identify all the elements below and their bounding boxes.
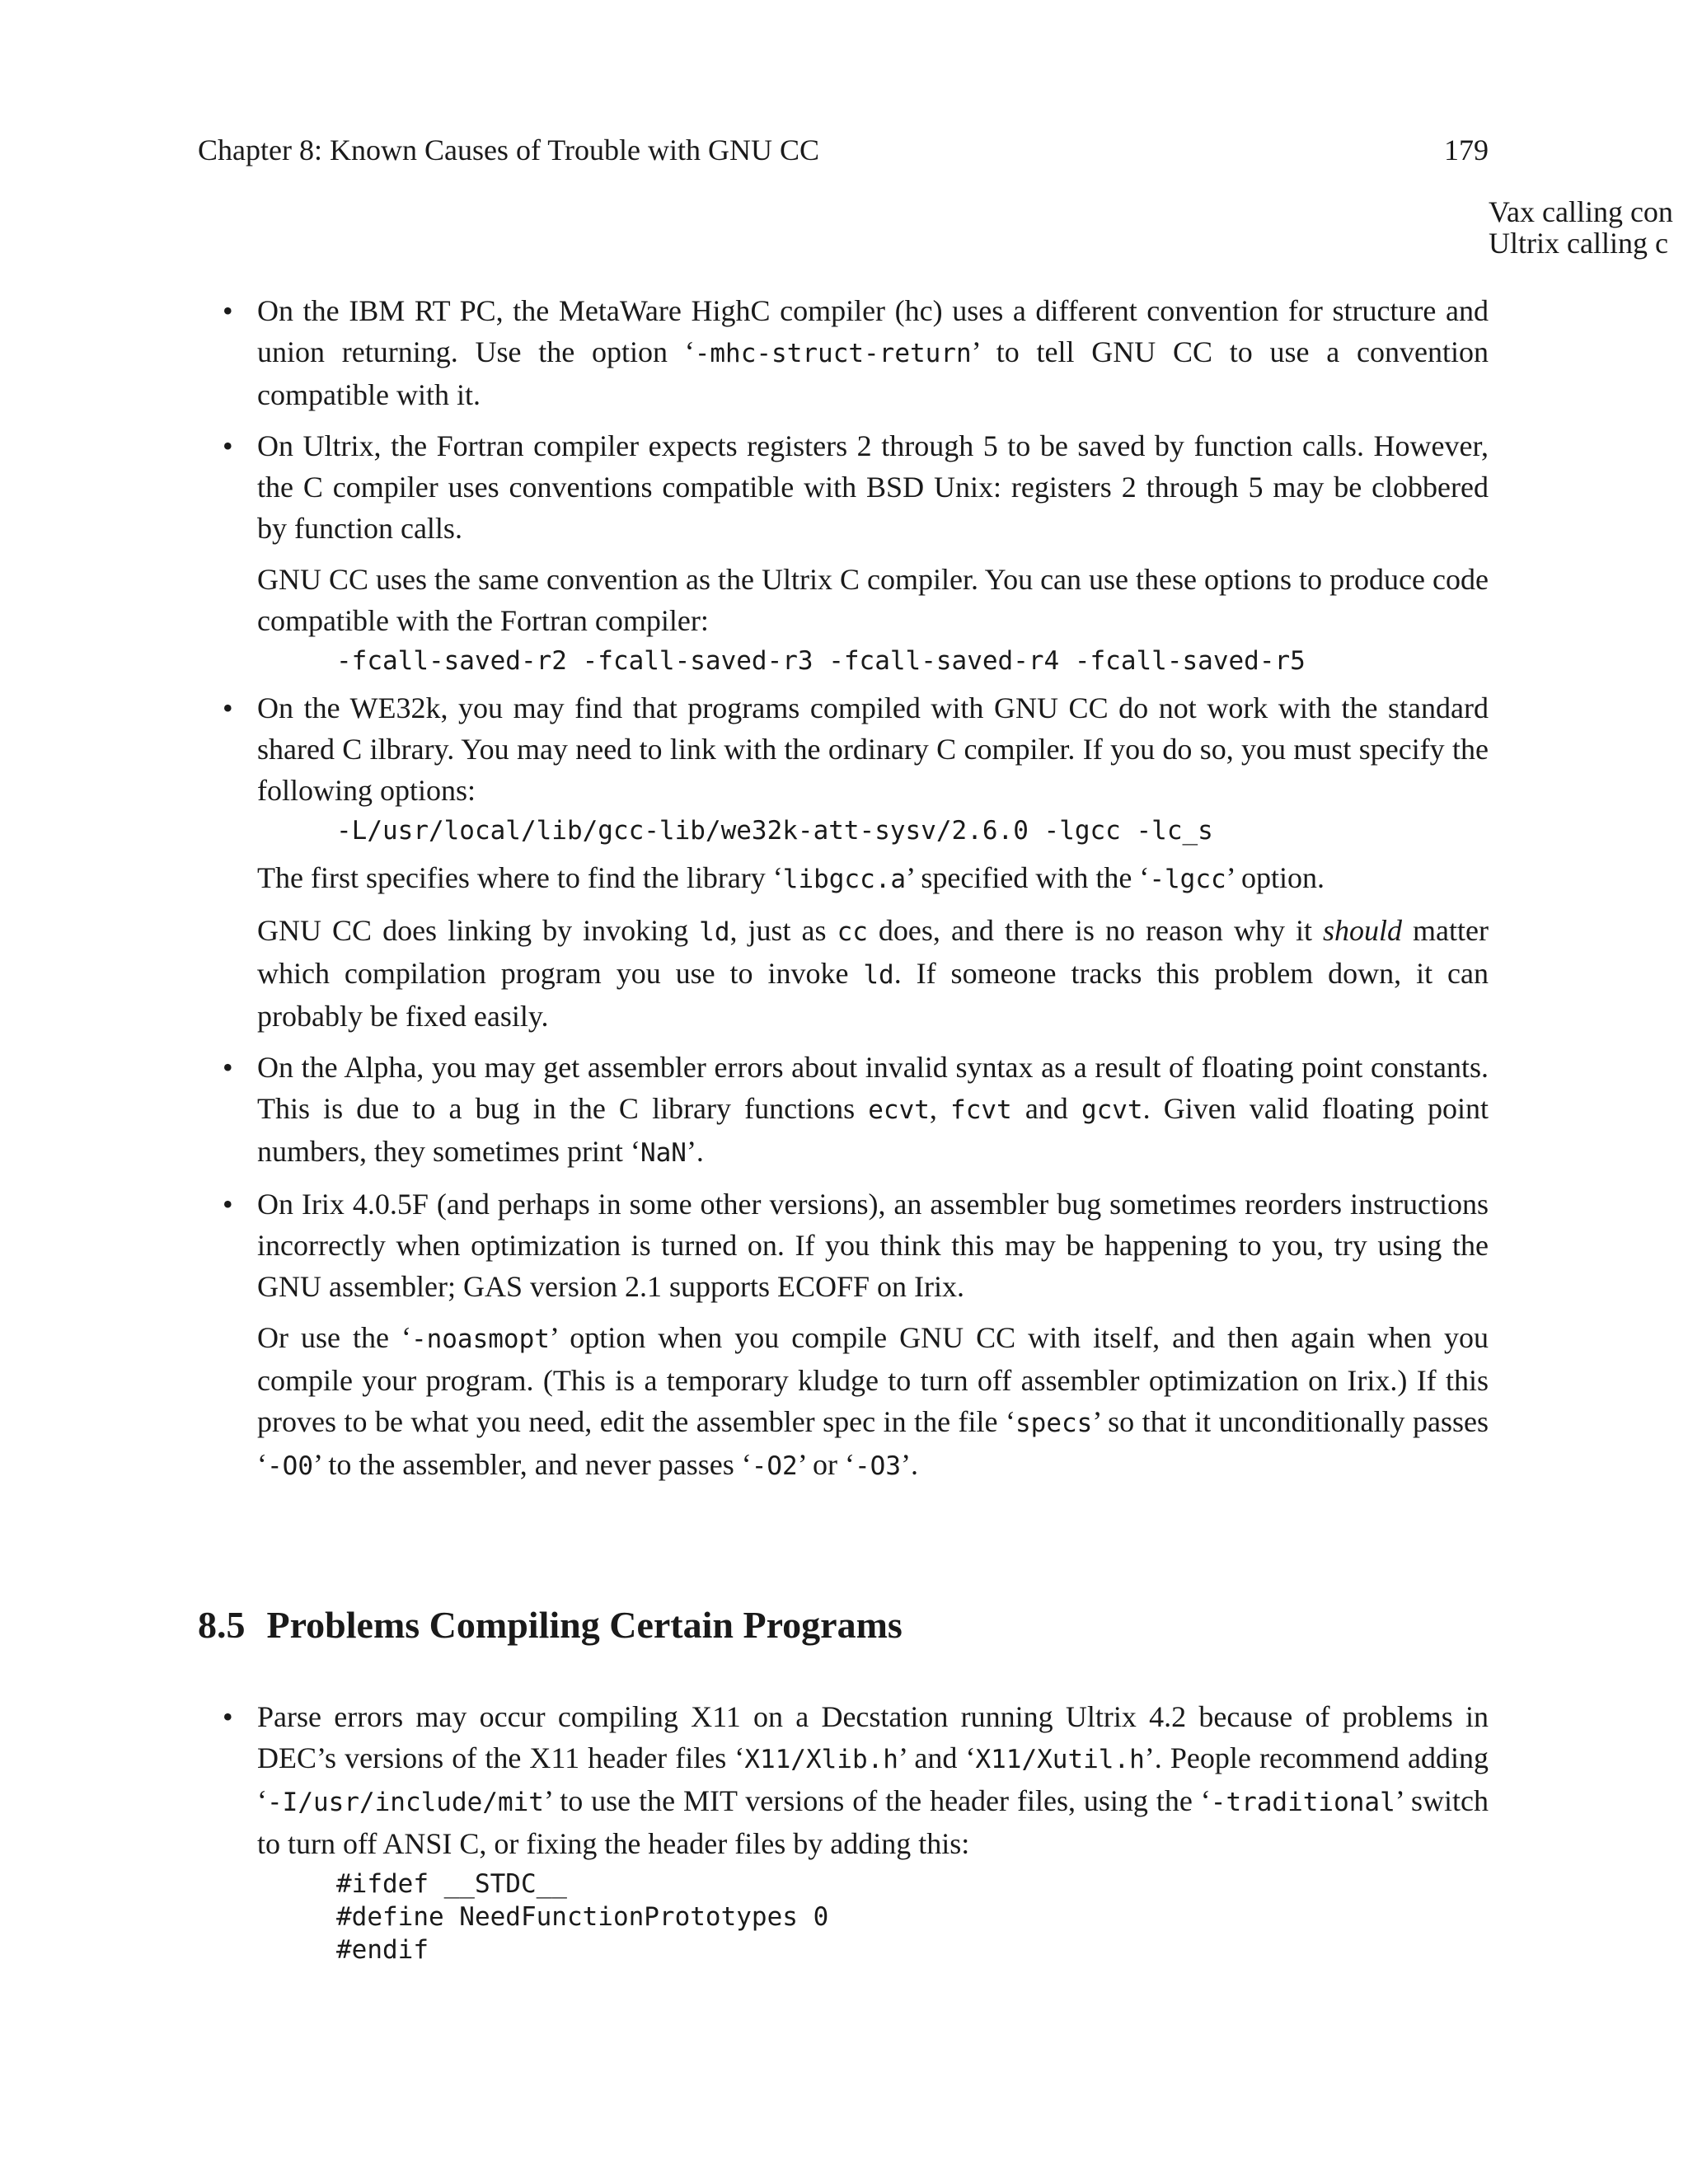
text-run: The first specifies where to find the library ‘: [257, 861, 783, 894]
text-run: ’ and ‘: [898, 1741, 976, 1774]
text-run: ’ to the assembler, and never passes ‘: [313, 1448, 752, 1481]
text-run: ’ switch to turn off ANSI C, or fixing the header files by adding this:: [257, 1784, 1489, 1860]
chapter-title: Chapter 8: Known Causes of Trouble with GNU CC: [198, 134, 819, 166]
code-option: -O2: [751, 1451, 798, 1481]
list-item-alpha: [198, 1047, 1489, 1174]
page-body: [198, 290, 1489, 1976]
code-line: #endif: [336, 1935, 429, 1965]
paragraph: [257, 857, 1489, 900]
margin-notes: [1489, 196, 1673, 259]
section-list: [198, 1696, 1489, 1966]
text-run: ’ option.: [1226, 861, 1325, 894]
list-item-ibm-rt: [198, 290, 1489, 415]
text-run: ’ to use the MIT versions of the header files, using the ‘: [543, 1784, 1211, 1817]
code-filename: X11/Xutil.h: [975, 1745, 1145, 1774]
code-function: fcvt: [950, 1095, 1012, 1125]
paragraph: [257, 910, 1489, 1037]
margin-note-ultrix: Ultrix calling c: [1489, 227, 1668, 260]
code-function: gcvt: [1081, 1095, 1143, 1125]
text-run: does, and there is no reason why it: [867, 914, 1324, 947]
code-value: NaN: [640, 1138, 687, 1168]
code-function: ecvt: [868, 1095, 930, 1125]
code-example: [257, 1868, 1489, 1966]
list-item-x11: [198, 1696, 1489, 1966]
code-option: -lgcc: [1149, 865, 1226, 894]
list-item-irix: [198, 1183, 1489, 1487]
text-run: On the IBM RT PC, the MetaWare HighC compiler (hc) uses a different convention for structure and union returning. Use the option ‘: [257, 294, 1489, 368]
trouble-list: [198, 290, 1489, 1487]
code-option: -I/usr/include/mit: [267, 1788, 544, 1817]
text-run: ’ specified with the ‘: [906, 861, 1150, 894]
paragraph: • On the WE32k, you may find that programs compiled with GNU CC do not work with the standard shared C ilbrary. You may need to link with the ordinary C compiler. If you do so, you must specify the following options:: [257, 691, 1489, 807]
section-heading: [198, 1602, 1489, 1648]
code-line: #ifdef __STDC__: [336, 1869, 567, 1899]
text-run: , just as: [729, 914, 837, 947]
text-run: ’. People recommend adding ‘: [257, 1741, 1489, 1817]
text-run: ’ so that it unconditionally passes ‘: [257, 1405, 1489, 1481]
code-command: cc: [837, 917, 868, 947]
page-number: 179: [1444, 134, 1489, 166]
text-run: On the Alpha, you may get assembler errors about invalid syntax as a result of floating point constants. This is due to a bug in the C library functions: [257, 1051, 1489, 1125]
text-run: ’ to tell GNU CC to use a convention compatible with it.: [257, 335, 1489, 411]
code-example: -L/usr/local/lib/gcc-lib/we32k-att-sysv/2.6.0 -lgcc -lc_s: [336, 816, 1213, 846]
text-run: GNU CC does linking by invoking: [257, 914, 700, 947]
code-option: -traditional: [1210, 1788, 1395, 1817]
text-run: . If someone tracks this problem down, it can probably be fixed easily.: [257, 957, 1489, 1033]
list-item-we32k: [198, 687, 1489, 1037]
text-run: Or use the ‘: [257, 1321, 411, 1354]
paragraph: GNU CC uses the same convention as the Ultrix C compiler. You can use these options to produce code compatible with the Fortran compiler:: [257, 563, 1489, 637]
code-option: -O3: [855, 1451, 901, 1481]
text-run: Parse errors may occur compiling X11 on a Decstation running Ultrix 4.2 because of problems in DEC’s versions of the X11 header files ‘: [257, 1700, 1489, 1774]
paragraph: [257, 1696, 1489, 1864]
code-filename: specs: [1015, 1408, 1093, 1438]
code-filename: X11/Xlib.h: [744, 1745, 898, 1774]
emphasis: should: [1323, 914, 1403, 947]
paragraph: [257, 1317, 1489, 1487]
list-item-ultrix: [198, 425, 1489, 677]
margin-note-vax: Vax calling con: [1489, 195, 1673, 228]
code-example: -fcall-saved-r2 -fcall-saved-r3 -fcall-saved-r4 -fcall-saved-r5: [336, 646, 1306, 676]
code-option: -noasmopt: [410, 1324, 550, 1354]
text-run: ’.: [901, 1448, 918, 1481]
paragraph: [257, 290, 1489, 415]
paragraph: • On Irix 4.0.5F (and perhaps in some other versions), an assembler bug sometimes reorders instructions incorrectly when optimization is turned on. If you think this may be happening to you, try using the GNU assembler; GAS version 2.1 supports ECOFF on Irix.: [257, 1188, 1489, 1303]
code-line: #define NeedFunctionPrototypes 0: [336, 1902, 829, 1932]
code-option: -O0: [267, 1451, 313, 1481]
code-option: -mhc-struct-return: [694, 339, 972, 368]
code-command: ld: [699, 917, 730, 947]
text-run: matter which compilation program you use to invoke: [257, 914, 1489, 990]
section-title: Problems Compiling Certain Programs: [266, 1604, 903, 1646]
text-run: ’ or ‘: [797, 1448, 855, 1481]
paragraph: [257, 1047, 1489, 1174]
paragraph: • On Ultrix, the Fortran compiler expects registers 2 through 5 to be saved by function calls. However, the C compiler uses conventions compatible with BSD Unix: registers 2 through 5 may be clobbered by function calls.: [257, 429, 1489, 545]
code-filename: libgcc.a: [782, 865, 907, 894]
code-command: ld: [863, 960, 894, 990]
text-run: and: [1011, 1092, 1081, 1125]
text-run: ,: [929, 1092, 951, 1125]
section-number: 8.5: [198, 1604, 246, 1646]
text-run: . Given valid floating point numbers, they sometimes print ‘: [257, 1092, 1489, 1168]
text-run: ’.: [686, 1135, 704, 1168]
text-run: ’ option when you compile GNU CC with itself, and then again when you compile your program. (This is a temporary kludge to turn off assembler optimization on Irix.) If this proves to be what you need, edit the assembler spec in the file ‘: [257, 1321, 1489, 1438]
